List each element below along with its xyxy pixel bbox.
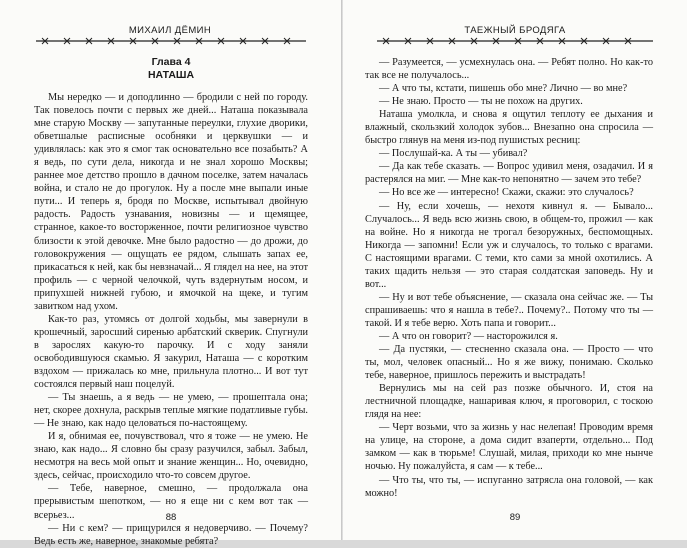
running-head-title: ТАЕЖНЫЙ БРОДЯГА — [464, 25, 566, 36]
paragraph: Мы нередко — и доподлинно — бродили с ней по городу. Так повелось почти с первых же дней... Наташа показывала мне старую Москву — запутанные переулки, глухие дворики, обветшалые расписные особняки и церквушки — и удивлялась: как это я смог так основательно все позабыть? А я ведь, по сути дела, никогда и не знал хорошо Москвы; раннее мое детство прошло в дачном поселке, затем началась война, и стало не до прогулок. Ну а после мне выпали иные пути... И теперь я, бродя по Москве, испытывал двойную радость. Радость узнавания, новизны — и щемящее, странное, какое-то восторженное, почти религиозное чувство близости к этой девочке. Мне было радостно — до дрожи, до головокружения — ощущать ее рядом, слышать запах ее, прикасаться к ней, как бы невзначай... Я глядел на нее, на этот профиль — с черной челочкой, чуть вздернутым носом, и припухшей нижней губою, и ямочкой на щеке, и тугим завитком над ухом. — [34, 92, 308, 312]
chapter-label: Глава 4 — [151, 56, 191, 68]
paragraph: Как-то раз, утомясь от долгой ходьбы, мы завернули в крошечный, заросший сиренью арбатский скверик. Спугнули в зарослях какую-то парочку. И с ходу заняли освободившуюся скамью. Я закурил, Наташа — с коротким вздохом — прижалась ко мне, прильнула плотно... И вот тут состоялся первый наш поцелуй. — [34, 313, 308, 391]
paragraph: Вернулись мы на сей раз позже обычного. И, стоя на лестничной площадке, нашаривая ключ, я проговорил, с тоскою глядя на нее: — [365, 383, 653, 421]
paragraph: — Да как тебе сказать. — Вопрос удивил меня, озадачил. И я растерялся на миг. — Мне как-то непонятно — зачем это тебе? — [365, 161, 653, 186]
paragraph: — Не знаю. Просто — ты не похож на других. — [379, 96, 583, 108]
barbed-wire-ornament — [377, 38, 653, 44]
paragraph: — Да пустяки, — стесненно сказала она. — Просто — что ты, мол, человек опасный... Но я же вижу, понимаю. Сколько тебе, наверное, пришлось пережить и выстрадать! — [365, 344, 653, 382]
barbed-wire-ornament — [36, 38, 306, 44]
paragraph: — Ну, если хочешь, — нехотя кивнул я. — Бывало... Случалось... Я ведь всю жизнь свою, в общем-то, прожил — как на войне. Но я никогда не трогал безоружных, беспомощных. Никогда — запомни! Если уж и случалось, то только с врагами. С настоящими врагами. С теми, кто сами за мной охотились. А таких щадить нельзя — это старая солдатская заповедь. Ну и вот... — [365, 200, 653, 290]
paragraph: — А что он говорит? — насторожился я. — [379, 330, 558, 342]
paragraph: — Но все же — интересно! Скажи, скажи: это случалось? — [379, 187, 634, 199]
paragraph: — Ни с кем? — прищурился я недоверчиво. — Почему? Ведь есть же, наверное, знакомые ребята? — [34, 522, 308, 547]
paragraph: И я, обнимая ее, почувствовал, что я тоже — не умею. Не знаю, как надо... Я словно бы сразу разучился, забыл. Забыл, несмотря на весь мой опыт и знание женщин... Но, очевидно, здесь, сейчас, происходило что-то совсем другое. — [34, 431, 308, 482]
paragraph: — Что ты, что ты, — испуганно затрясла она головой, — как можно! — [365, 474, 653, 499]
paragraph: — Послушай-ка. А ты — убивал? — [379, 148, 528, 160]
paragraph: — Тебе, наверное, смешно, — продолжала она прерывистым шепотком, — но я еще ни с кем вот так — всерьез... — [34, 483, 308, 521]
paragraph: — Разумеется, — усмехнулась она. — Ребят полно. Но как-то так все не получалось... — [365, 57, 653, 82]
paragraph: — Черт возьми, что за жизнь у нас нелепая! Проводим время на улице, на стороне, а дома сидит взаперти, отдельно... Под замком — как в тюрьме! Слушай, милая, приходи ко мне нынче ночью. Ну пожалуйста, я сам — к тебе... — [365, 422, 653, 473]
right-page-text — [365, 56, 653, 500]
page-number: 89 — [509, 512, 521, 523]
running-head-author: МИХАИЛ ДЁМИН — [128, 25, 212, 36]
paragraph: — Ты знаешь, а я ведь — не умею, — прошептала она; нет, скорее дохнула, раскрыв теплые мягкие податливые губы. — Не знаю, как надо целоваться по-настоящему. — [34, 392, 308, 430]
left-page — [0, 0, 341, 547]
paragraph: — Ну и вот тебе объяснение, — сказала она сейчас же. — Ты спрашиваешь: что я нашла в тебе?.. Почему?.. Потому что ты — такой. И я тебе верю. Хоть папа и говорит... — [365, 291, 653, 329]
chapter-title: НАТАША — [147, 69, 195, 81]
paragraph: — А что ты, кстати, пишешь обо мне? Лично — во мне? — [379, 83, 628, 95]
right-page — [343, 0, 687, 540]
page-number: 88 — [165, 512, 177, 523]
left-page-text — [34, 56, 308, 548]
paragraph: Наташа умолкла, и снова я ощутил теплоту ее дыхания и влажный, скользкий холодок зубов... Внезапно она спросила — быстро глянув на меня из-под пушистых ресниц: — [365, 109, 653, 147]
